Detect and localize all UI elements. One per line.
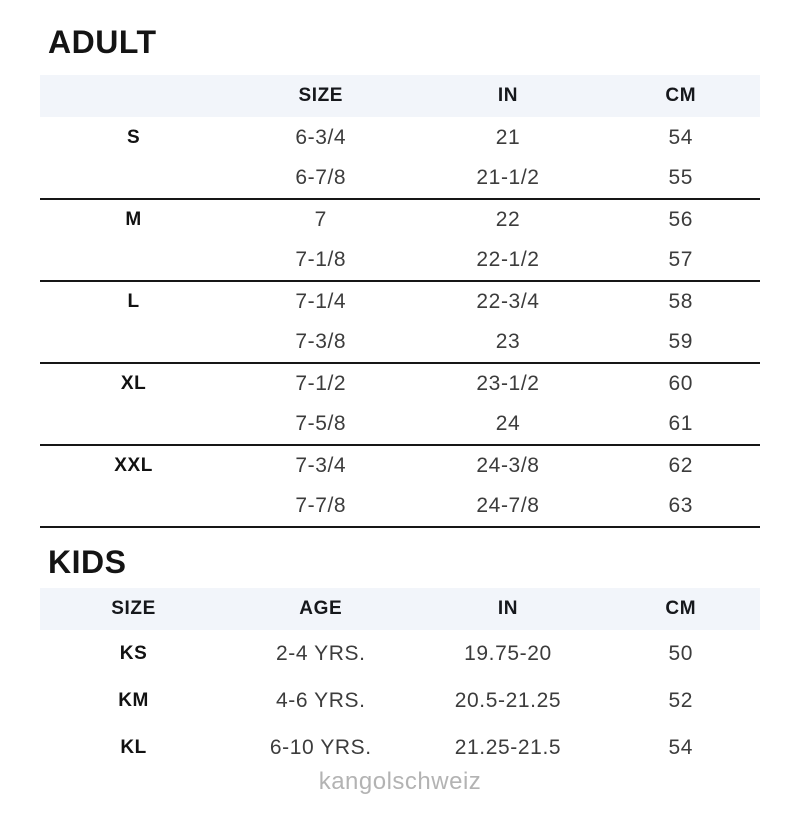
- table-row: [40, 486, 760, 527]
- kids-table-header-row: [40, 588, 760, 630]
- inches-cell: 23: [414, 322, 601, 363]
- size-group-label: KL: [120, 736, 147, 758]
- adult-section-title: ADULT: [48, 24, 157, 60]
- inches-cell: 23-1/2: [476, 372, 540, 395]
- hat-size-cell: 7-5/8: [227, 404, 414, 445]
- kids-size-table: [40, 588, 760, 771]
- size-group-label: L: [127, 291, 140, 312]
- table-row: [40, 199, 760, 240]
- cm-cell: 58: [668, 290, 694, 313]
- age-cell: 4-6 YRS.: [275, 688, 366, 712]
- inches-cell: 24: [414, 404, 601, 445]
- age-cell: 2-4 YRS.: [275, 641, 366, 665]
- cm-cell: 57: [602, 240, 760, 281]
- table-row: [40, 363, 760, 404]
- column-header-in: IN: [414, 588, 601, 630]
- column-header-cm: CM: [602, 75, 760, 117]
- table-row: [40, 630, 760, 677]
- cm-cell: 62: [668, 454, 694, 477]
- hat-size-cell: 7-1/8: [227, 240, 414, 281]
- kids-section-title: KIDS: [48, 544, 127, 580]
- cm-cell: 52: [668, 688, 694, 712]
- adult-table-header-row: [40, 75, 760, 117]
- size-group-label: [40, 240, 227, 281]
- watermark: kangolschweiz: [318, 768, 482, 795]
- inches-cell: 22-1/2: [414, 240, 601, 281]
- cm-cell: 55: [602, 158, 760, 199]
- hat-size-cell: 6-7/8: [227, 158, 414, 199]
- inches-cell: 24-7/8: [414, 486, 601, 527]
- table-row: [40, 281, 760, 322]
- inches-cell: 24-3/8: [476, 454, 540, 477]
- size-group-label: [40, 404, 227, 445]
- table-row: [40, 724, 760, 771]
- cm-cell: 63: [602, 486, 760, 527]
- cm-cell: 50: [668, 641, 694, 665]
- age-cell: 6-10 YRS.: [269, 735, 372, 759]
- inches-cell: 20.5-21.25: [454, 688, 562, 712]
- column-header-size: SIZE: [227, 75, 414, 117]
- table-row: [40, 404, 760, 445]
- column-header-size: SIZE: [40, 588, 227, 630]
- size-group-label: XL: [120, 373, 147, 394]
- size-group-label: KM: [118, 689, 149, 711]
- column-header-blank: [40, 75, 227, 117]
- hat-size-cell: 7-7/8: [227, 486, 414, 527]
- inches-cell: 21: [495, 125, 521, 149]
- table-row: [40, 240, 760, 281]
- size-group-label: XXL: [114, 455, 153, 476]
- hat-size-cell: 7-1/2: [295, 372, 347, 395]
- inches-cell: 21.25-21.5: [454, 735, 562, 759]
- hat-size-cell: 7-3/8: [227, 322, 414, 363]
- inches-cell: 19.75-20: [464, 641, 552, 665]
- table-row: [40, 117, 760, 158]
- adult-size-table: [40, 75, 760, 528]
- table-row: [40, 158, 760, 199]
- cm-cell: 59: [602, 322, 760, 363]
- column-header-in: IN: [414, 75, 601, 117]
- size-group-label: [40, 322, 227, 363]
- table-row: [40, 445, 760, 486]
- hat-size-cell: 7: [314, 208, 327, 231]
- hat-size-cell: 6-3/4: [295, 125, 347, 149]
- cm-cell: 54: [668, 735, 694, 759]
- hat-size-cell: 7-1/4: [295, 290, 347, 313]
- inches-cell: 22-3/4: [476, 290, 540, 313]
- size-group-label: M: [125, 209, 142, 230]
- size-group-label: KS: [119, 642, 148, 664]
- hat-size-cell: 7-3/4: [295, 454, 347, 477]
- cm-cell: 61: [602, 404, 760, 445]
- table-row: [40, 322, 760, 363]
- size-group-label: [40, 486, 227, 527]
- inches-cell: 22: [495, 208, 521, 231]
- table-row: [40, 677, 760, 724]
- cm-cell: 60: [668, 372, 694, 395]
- cm-cell: 56: [668, 208, 694, 231]
- size-group-label: S: [126, 126, 141, 148]
- cm-cell: 54: [668, 125, 694, 149]
- size-group-label: [40, 158, 227, 199]
- inches-cell: 21-1/2: [414, 158, 601, 199]
- size-chart-page: [0, 26, 804, 830]
- column-header-cm: CM: [602, 588, 760, 630]
- column-header-age: AGE: [227, 588, 414, 630]
